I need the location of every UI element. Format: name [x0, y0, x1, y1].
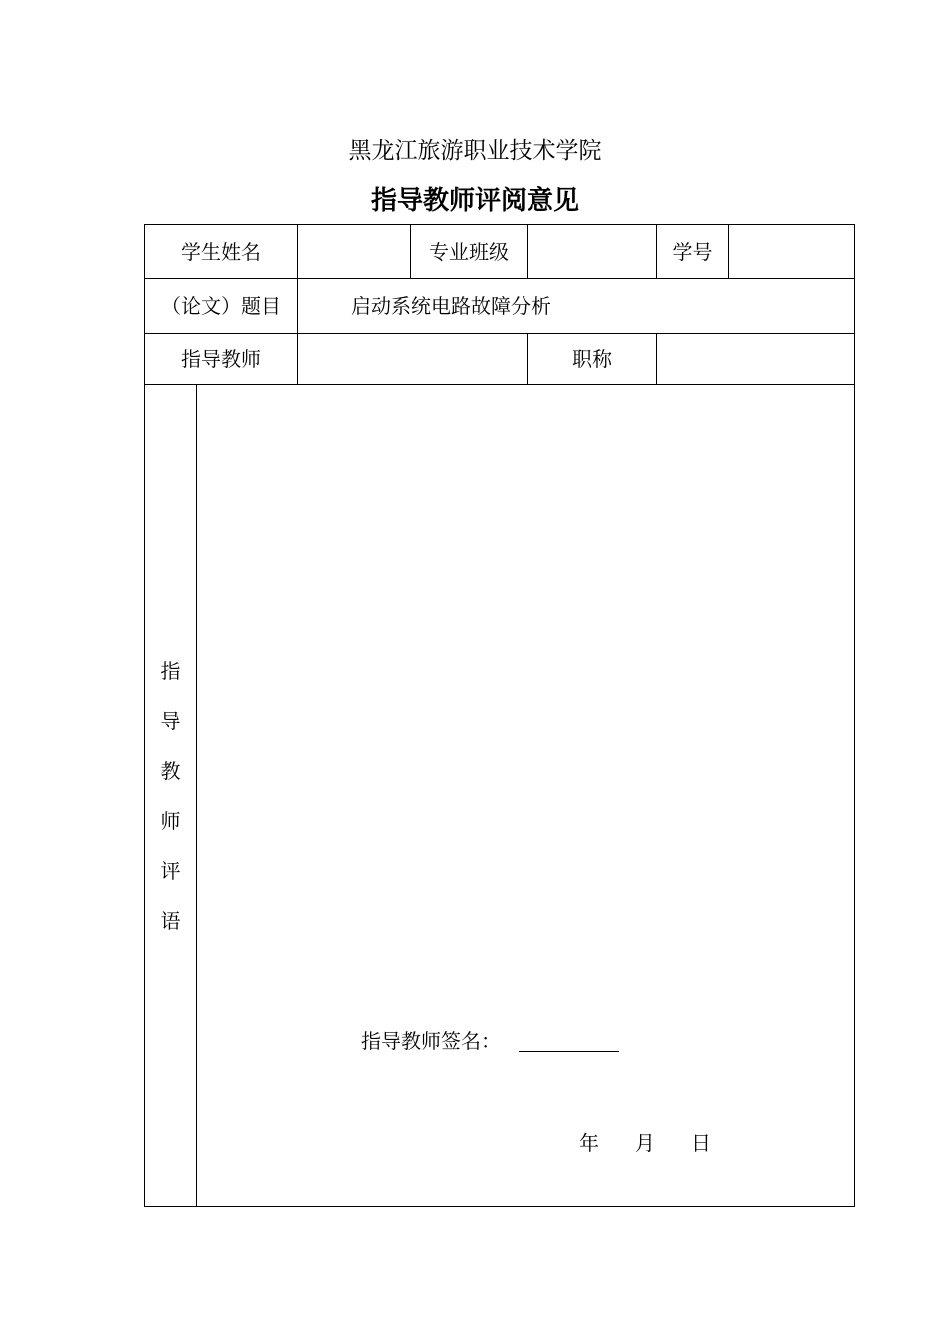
comments-label-char: 教: [160, 759, 181, 783]
comments-label-char: 语: [160, 909, 181, 933]
col-divider: [297, 278, 298, 333]
major-class-field[interactable]: [528, 225, 656, 278]
comments-area[interactable]: [197, 385, 854, 1005]
advisor-field[interactable]: [298, 334, 527, 384]
comments-label-char: 师: [160, 809, 181, 833]
advisor-label: 指导教师: [181, 347, 261, 371]
date-day-label: 日: [691, 1131, 711, 1155]
page-title: 指导教师评阅意见: [370, 186, 579, 216]
student-name-field[interactable]: [298, 225, 410, 278]
date-month-label: 月: [635, 1131, 655, 1155]
thesis-title-label: （论文）题目: [161, 294, 281, 318]
comments-label-char: 指: [160, 659, 181, 683]
thesis-title-field[interactable]: 启动系统电路故障分析: [351, 294, 551, 318]
advisor-review-form: [144, 224, 855, 1207]
rank-field[interactable]: [657, 334, 854, 384]
major-class-label: 专业班级: [429, 239, 509, 264]
signature-label: 指导教师签名：: [361, 1029, 501, 1053]
student-id-label: 学号: [672, 239, 713, 264]
comments-label-char: 导: [160, 709, 181, 733]
comments-label-char: 评: [160, 859, 181, 883]
rank-label: 职称: [572, 347, 612, 371]
student-id-field[interactable]: [729, 225, 854, 278]
student-name-label: 学生姓名: [181, 239, 261, 264]
date-year-label: 年: [579, 1131, 599, 1155]
comments-label: [145, 659, 196, 959]
signature-line[interactable]: [519, 1051, 619, 1052]
institution-name: 黑龙江旅游职业技术学院: [348, 138, 602, 164]
